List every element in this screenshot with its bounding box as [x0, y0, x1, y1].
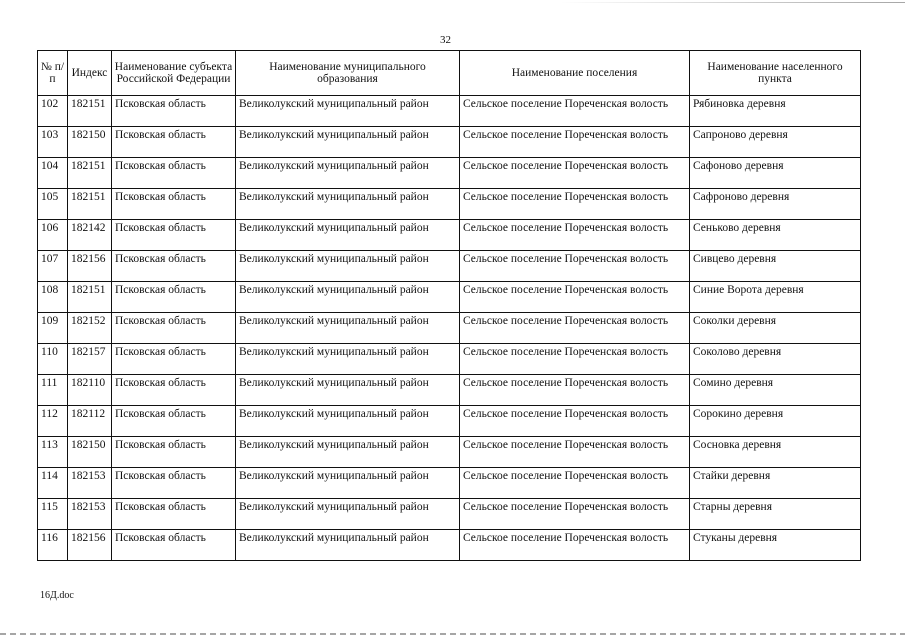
cell-subject: Псковская область [112, 499, 236, 530]
cell-num: 112 [38, 406, 68, 437]
cell-num: 106 [38, 220, 68, 251]
cell-subject: Псковская область [112, 158, 236, 189]
header-row [38, 51, 861, 96]
cell-subject: Псковская область [112, 344, 236, 375]
header-num: № п/п [38, 51, 68, 96]
header-settlement: Наименование поселения [460, 51, 690, 96]
table-row [38, 282, 861, 313]
cell-subject: Псковская область [112, 251, 236, 282]
cell-locality: Сапроново деревня [690, 127, 861, 158]
cell-settlement: Сельское поселение Пореченская волость [460, 375, 690, 406]
cell-subject: Псковская область [112, 530, 236, 561]
cell-municipality: Великолукский муниципальный район [236, 189, 460, 220]
header-index: Индекс [68, 51, 112, 96]
scan-edge-bottom [0, 633, 905, 635]
cell-num: 107 [38, 251, 68, 282]
cell-subject: Псковская область [112, 375, 236, 406]
cell-municipality: Великолукский муниципальный район [236, 251, 460, 282]
cell-num: 116 [38, 530, 68, 561]
cell-municipality: Великолукский муниципальный район [236, 530, 460, 561]
cell-municipality: Великолукский муниципальный район [236, 499, 460, 530]
cell-num: 105 [38, 189, 68, 220]
table-row [38, 96, 861, 127]
cell-municipality: Великолукский муниципальный район [236, 406, 460, 437]
localities-table [37, 50, 861, 561]
cell-locality: Сомино деревня [690, 375, 861, 406]
table-row [38, 468, 861, 499]
cell-subject: Псковская область [112, 220, 236, 251]
table-row [38, 406, 861, 437]
table-row [38, 437, 861, 468]
cell-subject: Псковская область [112, 282, 236, 313]
cell-municipality: Великолукский муниципальный район [236, 127, 460, 158]
cell-index: 182150 [68, 437, 112, 468]
cell-index: 182153 [68, 499, 112, 530]
cell-index: 182156 [68, 251, 112, 282]
cell-locality: Старны деревня [690, 499, 861, 530]
cell-locality: Стайки деревня [690, 468, 861, 499]
cell-settlement: Сельское поселение Пореченская волость [460, 158, 690, 189]
cell-locality: Синие Ворота деревня [690, 282, 861, 313]
cell-locality: Сорокино деревня [690, 406, 861, 437]
cell-index: 182151 [68, 282, 112, 313]
cell-locality: Сосновка деревня [690, 437, 861, 468]
cell-settlement: Сельское поселение Пореченская волость [460, 251, 690, 282]
cell-municipality: Великолукский муниципальный район [236, 282, 460, 313]
cell-index: 182156 [68, 530, 112, 561]
cell-index: 182150 [68, 127, 112, 158]
cell-settlement: Сельское поселение Пореченская волость [460, 127, 690, 158]
table-row [38, 499, 861, 530]
cell-subject: Псковская область [112, 468, 236, 499]
cell-locality: Сеньково деревня [690, 220, 861, 251]
header-subject: Наименование субъекта Российской Федерации [112, 51, 236, 96]
cell-municipality: Великолукский муниципальный район [236, 220, 460, 251]
cell-num: 114 [38, 468, 68, 499]
cell-subject: Псковская область [112, 406, 236, 437]
cell-num: 115 [38, 499, 68, 530]
cell-settlement: Сельское поселение Пореченская волость [460, 282, 690, 313]
cell-subject: Псковская область [112, 437, 236, 468]
cell-settlement: Сельское поселение Пореченская волость [460, 313, 690, 344]
cell-settlement: Сельское поселение Пореченская волость [460, 437, 690, 468]
table-row [38, 158, 861, 189]
cell-num: 103 [38, 127, 68, 158]
cell-settlement: Сельское поселение Пореченская волость [460, 344, 690, 375]
cell-settlement: Сельское поселение Пореченская волость [460, 220, 690, 251]
table-row [38, 313, 861, 344]
cell-municipality: Великолукский муниципальный район [236, 313, 460, 344]
cell-municipality: Великолукский муниципальный район [236, 437, 460, 468]
cell-index: 182152 [68, 313, 112, 344]
header-locality: Наименование населенного пункта [690, 51, 861, 96]
table-row [38, 530, 861, 561]
cell-settlement: Сельское поселение Пореченская волость [460, 189, 690, 220]
cell-settlement: Сельское поселение Пореченская волость [460, 468, 690, 499]
cell-index: 182110 [68, 375, 112, 406]
cell-settlement: Сельское поселение Пореченская волость [460, 530, 690, 561]
cell-settlement: Сельское поселение Пореченская волость [460, 499, 690, 530]
cell-locality: Соколки деревня [690, 313, 861, 344]
cell-index: 182142 [68, 220, 112, 251]
table-body [38, 96, 861, 561]
cell-settlement: Сельское поселение Пореченская волость [460, 406, 690, 437]
cell-num: 109 [38, 313, 68, 344]
cell-municipality: Великолукский муниципальный район [236, 344, 460, 375]
cell-index: 182157 [68, 344, 112, 375]
cell-locality: Сафроново деревня [690, 189, 861, 220]
cell-index: 182153 [68, 468, 112, 499]
table-row [38, 344, 861, 375]
table-row [38, 189, 861, 220]
cell-subject: Псковская область [112, 313, 236, 344]
cell-subject: Псковская область [112, 189, 236, 220]
page-number: 32 [440, 34, 451, 46]
cell-municipality: Великолукский муниципальный район [236, 375, 460, 406]
cell-settlement: Сельское поселение Пореченская волость [460, 96, 690, 127]
cell-index: 182151 [68, 189, 112, 220]
table-header [38, 51, 861, 96]
cell-index: 182151 [68, 96, 112, 127]
cell-locality: Сивцево деревня [690, 251, 861, 282]
header-municipality: Наименование муниципального образования [236, 51, 460, 96]
cell-municipality: Великолукский муниципальный район [236, 468, 460, 499]
cell-locality: Соколово деревня [690, 344, 861, 375]
cell-locality: Стуканы деревня [690, 530, 861, 561]
cell-municipality: Великолукский муниципальный район [236, 96, 460, 127]
cell-subject: Псковская область [112, 127, 236, 158]
cell-num: 113 [38, 437, 68, 468]
cell-num: 104 [38, 158, 68, 189]
footer-file-name: 16Д.doc [40, 590, 74, 601]
cell-num: 111 [38, 375, 68, 406]
table-row [38, 220, 861, 251]
cell-num: 110 [38, 344, 68, 375]
cell-num: 108 [38, 282, 68, 313]
cell-num: 102 [38, 96, 68, 127]
table-row [38, 251, 861, 282]
cell-subject: Псковская область [112, 96, 236, 127]
cell-locality: Рябиновка деревня [690, 96, 861, 127]
cell-locality: Сафоново деревня [690, 158, 861, 189]
cell-municipality: Великолукский муниципальный район [236, 158, 460, 189]
cell-index: 182151 [68, 158, 112, 189]
scan-edge-top [560, 2, 905, 3]
cell-index: 182112 [68, 406, 112, 437]
table-row [38, 127, 861, 158]
table-row [38, 375, 861, 406]
